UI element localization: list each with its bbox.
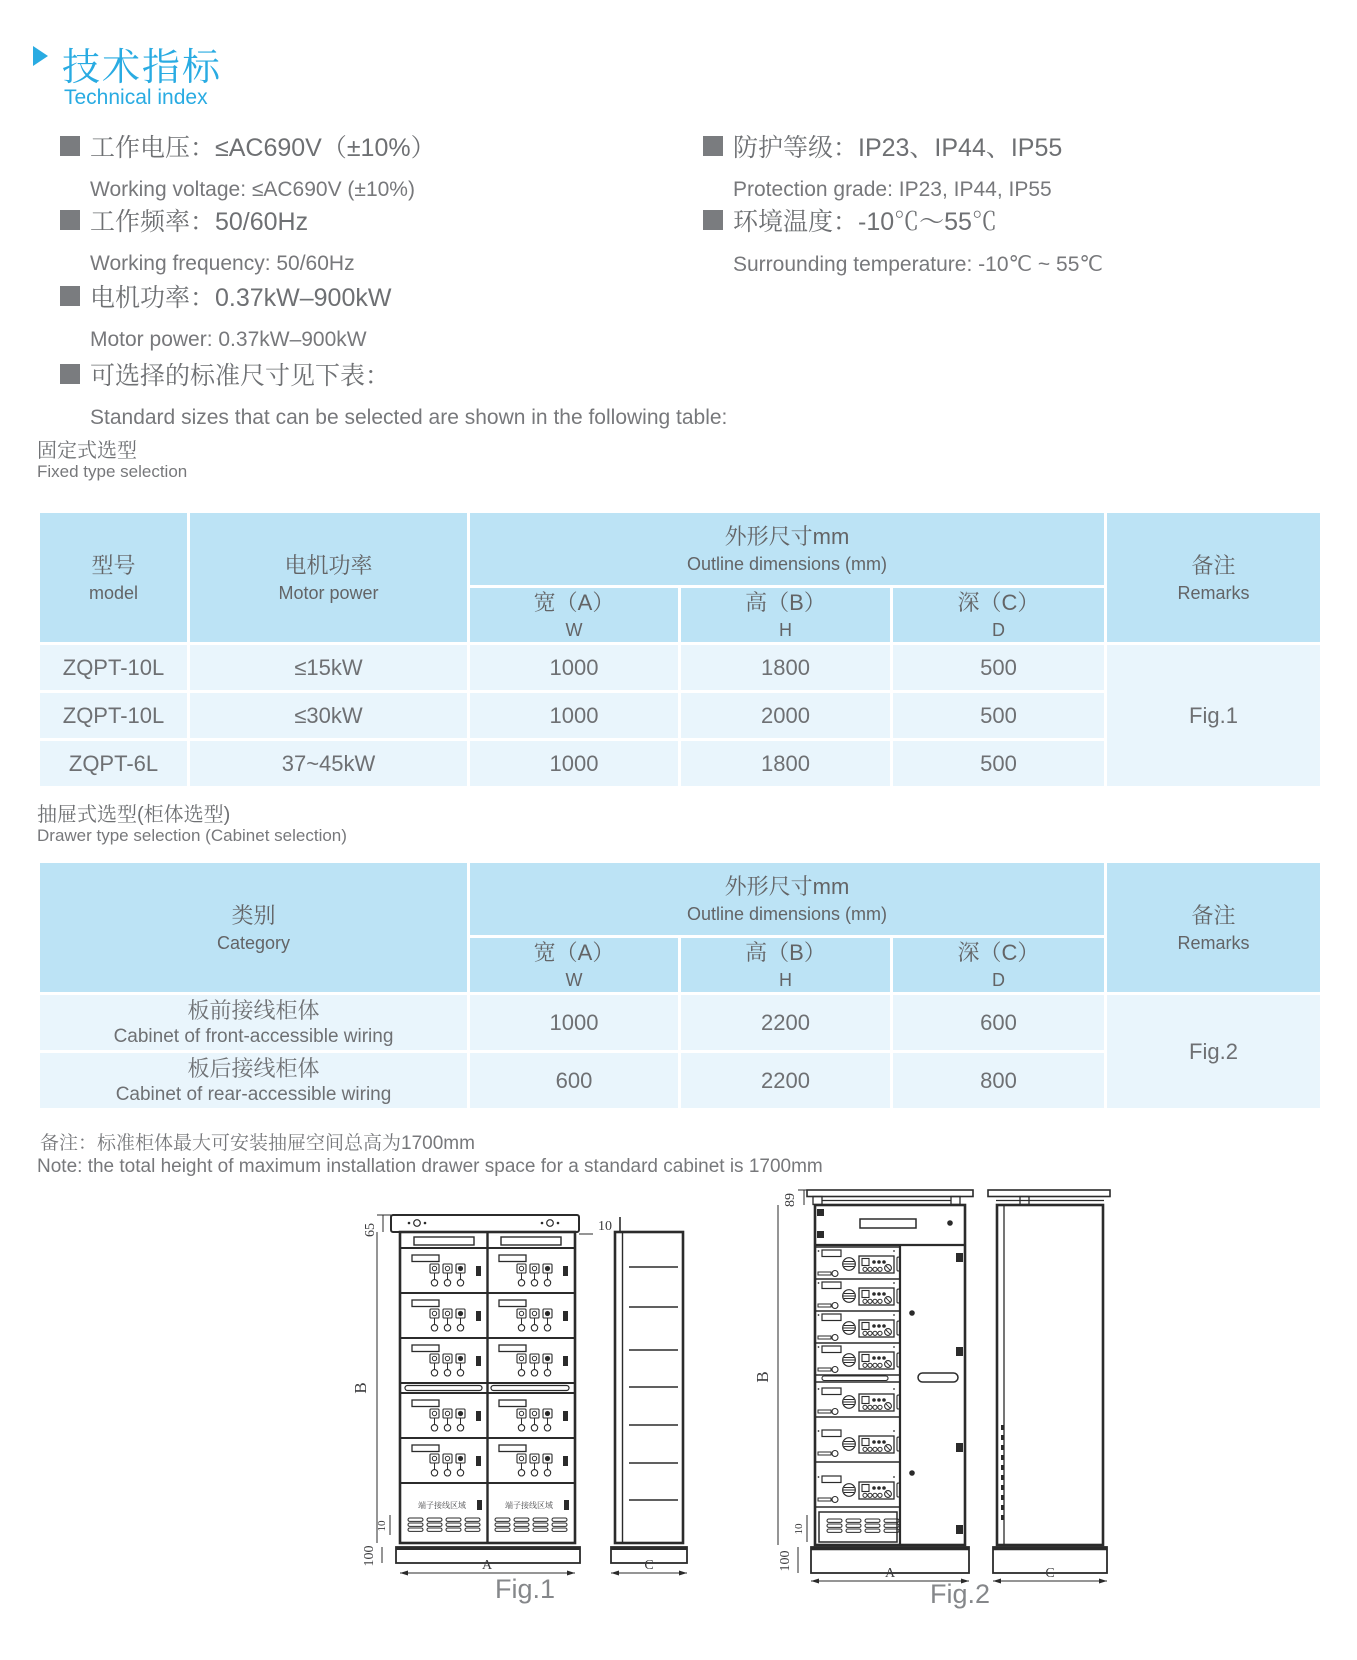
cell-width: 1000 xyxy=(469,644,680,692)
spec-protection-grade xyxy=(703,128,1062,202)
cell-height: 2200 xyxy=(680,994,892,1052)
table1-label-cn: 固定式选型 xyxy=(37,440,137,462)
spec-working-voltage xyxy=(60,128,436,202)
col-header-outline-dimensions xyxy=(469,862,1106,937)
spec-en-text: Protection grade: IP23, IP44, IP55 xyxy=(733,178,1052,201)
cell-height: 2000 xyxy=(680,692,892,740)
col-header-motor-power xyxy=(189,512,469,644)
cell-depth: 500 xyxy=(892,740,1106,788)
dim-width: A xyxy=(481,1558,493,1573)
square-bullet-icon xyxy=(703,136,723,156)
cell-depth: 800 xyxy=(892,1052,1106,1110)
dim-top-gap: 10 xyxy=(598,1219,612,1234)
spec-en-text: Standard sizes that can be selected are shown in the following table: xyxy=(90,406,728,429)
col-header-width xyxy=(469,937,680,994)
fig2-front-view xyxy=(807,1190,973,1573)
header-en: H xyxy=(779,970,792,990)
cell-motor: ≤30kW xyxy=(189,692,469,740)
fig2-caption: Fig.2 xyxy=(929,1579,991,1609)
spec-motor-power xyxy=(60,278,391,352)
dim-width: A xyxy=(884,1566,896,1581)
terminal-area-label: 端子接线区域 xyxy=(418,1501,466,1510)
square-bullet-icon xyxy=(60,210,80,230)
cell-remark: Fig.2 xyxy=(1106,994,1322,1110)
cell-height: 1800 xyxy=(680,740,892,788)
table-row xyxy=(39,994,1322,1052)
header-cn: 电机功率 xyxy=(284,552,373,578)
header-en: model xyxy=(88,582,139,603)
header-cn: 备注 xyxy=(1191,552,1236,578)
spec-cn-text: 工作电压：≤AC690V（±10%） xyxy=(90,134,436,162)
header-cn: 备注 xyxy=(1191,902,1236,928)
header-en: Outline dimensions (mm) xyxy=(686,554,888,574)
drawer-type-table xyxy=(37,860,1323,1111)
dim-cap-height: 65 xyxy=(363,1223,378,1237)
cell-category xyxy=(39,994,469,1052)
table2-label-en: Drawer type selection (Cabinet selection) xyxy=(37,826,347,845)
dim-depth: C xyxy=(1045,1566,1055,1581)
header-en: Outline dimensions (mm) xyxy=(686,904,888,924)
spec-en-text: Working voltage: ≤AC690V (±10%) xyxy=(90,178,415,201)
cell-motor: ≤15kW xyxy=(189,644,469,692)
section-marker-icon xyxy=(33,46,48,66)
header-cn: 宽（A） xyxy=(533,590,615,615)
header-cn: 宽（A） xyxy=(533,940,615,965)
header-en: W xyxy=(565,970,583,990)
col-header-depth xyxy=(892,587,1106,644)
dim-body-height: B xyxy=(753,1371,772,1383)
note-en: Note: the total height of maximum installation drawer space for a standard cabinet is 1700mm xyxy=(37,1156,823,1177)
header-cn: 高（B） xyxy=(745,940,826,965)
header-cn: 深（C） xyxy=(957,590,1040,615)
dim-plinth-height: 100 xyxy=(362,1545,377,1567)
header-cn: 外形尺寸mm xyxy=(724,524,850,549)
cell-depth: 600 xyxy=(892,994,1106,1052)
cell-model: ZQPT-10L xyxy=(39,644,189,692)
dim-vent-height: 10 xyxy=(793,1523,805,1535)
col-header-remarks xyxy=(1106,862,1322,994)
cell-width: 1000 xyxy=(469,740,680,788)
dim-plinth-height: 100 xyxy=(778,1550,793,1572)
dim-lid-height: 89 xyxy=(783,1193,798,1207)
spec-en-text: Surrounding temperature: -10℃ ~ 55℃ xyxy=(733,253,1103,276)
category-en: Cabinet of front-accessible wiring xyxy=(113,1025,394,1047)
spec-cn-text: 电机功率：0.37kW–900kW xyxy=(90,284,392,312)
fig2-technical-drawing xyxy=(720,1095,1140,1610)
cell-depth: 500 xyxy=(892,644,1106,692)
fig1-caption: Fig.1 xyxy=(494,1574,556,1604)
header-en: Motor power xyxy=(278,582,379,603)
header-en: D xyxy=(992,970,1005,990)
cell-width: 1000 xyxy=(469,994,680,1052)
spec-working-frequency xyxy=(60,202,355,276)
square-bullet-icon xyxy=(703,210,723,230)
spec-cn-text: 防护等级：IP23、IP44、IP55 xyxy=(733,134,1063,162)
col-header-depth xyxy=(892,937,1106,994)
fig2-side-view xyxy=(988,1190,1110,1573)
spec-cn-text: 可选择的标准尺寸见下表： xyxy=(90,362,391,390)
cell-width: 1000 xyxy=(469,692,680,740)
cell-height: 2200 xyxy=(680,1052,892,1110)
fig2-dimensions xyxy=(753,1190,1107,1584)
square-bullet-icon xyxy=(60,364,80,384)
spec-standard-sizes xyxy=(60,356,727,430)
cell-width: 600 xyxy=(469,1052,680,1110)
col-header-height xyxy=(680,587,892,644)
category-cn: 板前接线柜体 xyxy=(187,997,320,1023)
cell-height: 1800 xyxy=(680,644,892,692)
header-en: D xyxy=(992,620,1005,640)
header-cn: 型号 xyxy=(91,552,136,578)
col-header-remarks xyxy=(1106,512,1322,644)
header-cn: 深（C） xyxy=(957,940,1040,965)
table1-label-en: Fixed type selection xyxy=(37,462,188,481)
spec-en-text: Working frequency: 50/60Hz xyxy=(90,252,355,275)
spec-surrounding-temperature xyxy=(703,202,1103,277)
col-header-outline-dimensions xyxy=(469,512,1106,587)
fig1-technical-drawing xyxy=(330,1140,710,1610)
spec-en-text: Motor power: 0.37kW–900kW xyxy=(90,328,367,351)
cell-depth: 500 xyxy=(892,692,1106,740)
fixed-type-table xyxy=(37,510,1323,789)
header-cn: 类别 xyxy=(231,902,276,928)
cell-model: ZQPT-6L xyxy=(39,740,189,788)
table-row xyxy=(39,644,1322,692)
col-header-width xyxy=(469,587,680,644)
category-en: Cabinet of rear-accessible wiring xyxy=(115,1083,392,1105)
cell-category xyxy=(39,1052,469,1110)
header-en: W xyxy=(565,620,583,640)
note-cn: 备注：标准柜体最大可安装抽屉空间总高为1700mm xyxy=(40,1133,475,1154)
header-en: Remarks xyxy=(1177,932,1250,953)
cell-motor: 37~45kW xyxy=(189,740,469,788)
fig1-front-view xyxy=(391,1215,580,1563)
dim-vent-height: 10 xyxy=(376,1520,388,1532)
square-bullet-icon xyxy=(60,136,80,156)
col-header-model xyxy=(39,512,189,644)
header-cn: 高（B） xyxy=(745,590,826,615)
header-en: H xyxy=(779,620,792,640)
table2-label-cn: 抽屉式选型(柜体选型) xyxy=(37,804,231,826)
header-cn: 外形尺寸mm xyxy=(724,874,850,899)
spec-cn-text: 环境温度：-10℃～55℃ xyxy=(733,208,997,236)
square-bullet-icon xyxy=(60,286,80,306)
spec-cn-text: 工作频率：50/60Hz xyxy=(90,208,309,236)
dim-depth: C xyxy=(644,1558,654,1573)
header-en: Category xyxy=(216,932,291,953)
cell-remark: Fig.1 xyxy=(1106,644,1322,788)
dim-body-height: B xyxy=(351,1382,370,1394)
page-subtitle: Technical index xyxy=(64,86,208,109)
cell-model: ZQPT-10L xyxy=(39,692,189,740)
col-header-height xyxy=(680,937,892,994)
header-en: Remarks xyxy=(1177,582,1250,603)
fig1-side-view xyxy=(611,1217,687,1563)
category-cn: 板后接线柜体 xyxy=(187,1055,320,1081)
terminal-area-label: 端子接线区域 xyxy=(505,1501,553,1510)
page-title: 技术指标 xyxy=(62,47,223,89)
col-header-category xyxy=(39,862,469,994)
